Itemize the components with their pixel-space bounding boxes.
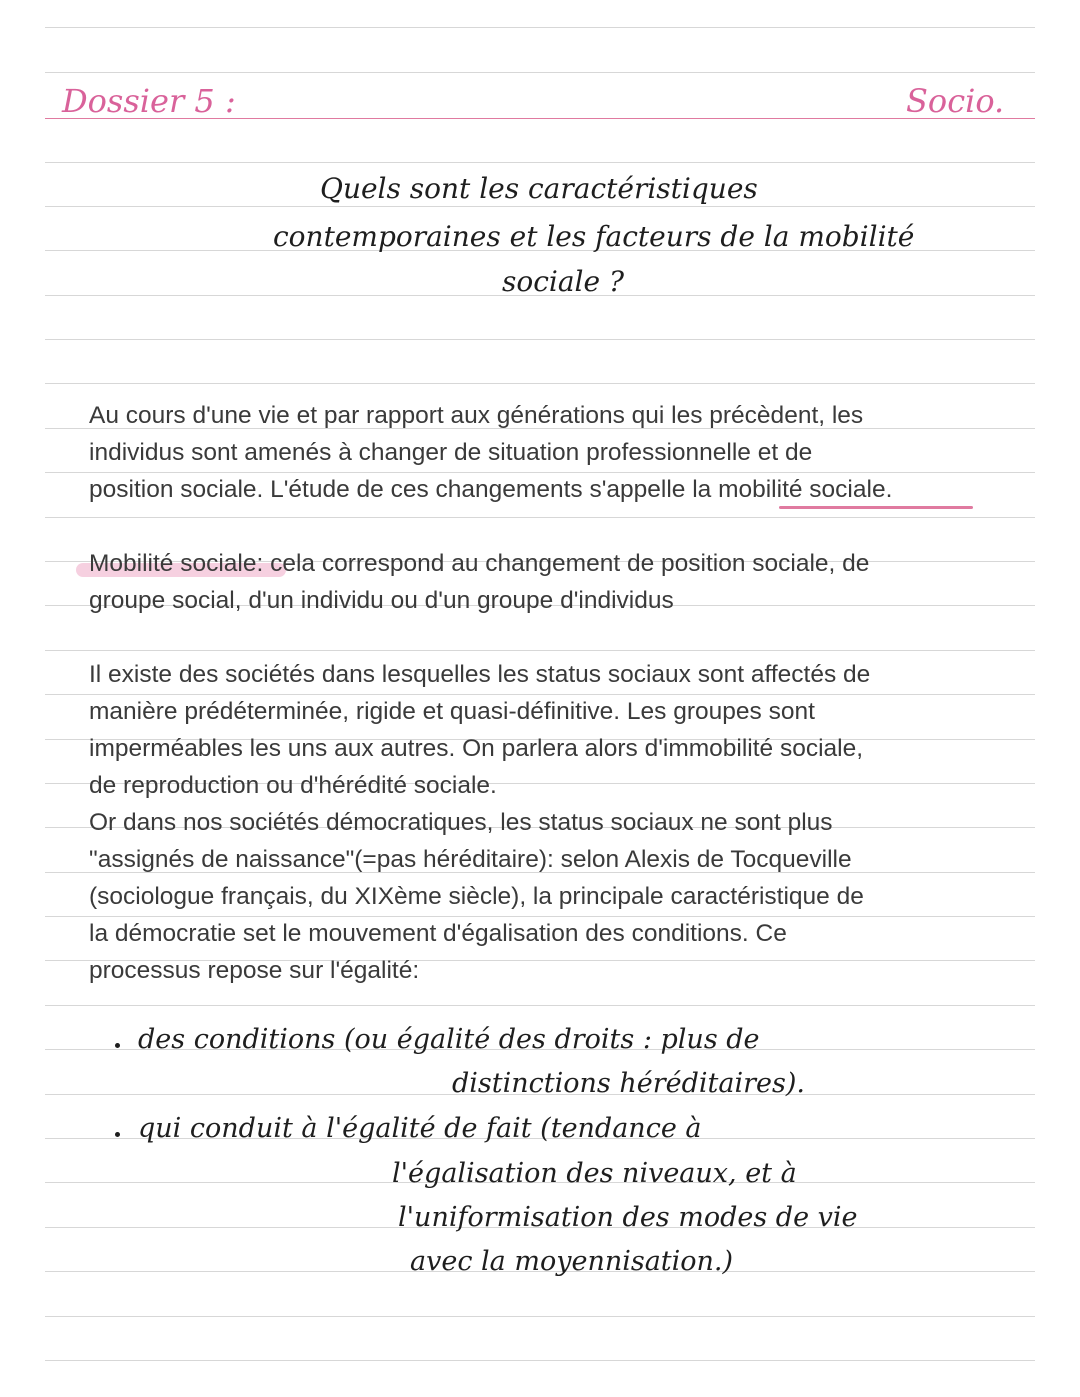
body-line-5: Or dans nos sociétés démocratiques, les status sociaux ne sont plus (89, 809, 833, 836)
question-line-1: Quels sont les caractéristiques (320, 172, 758, 205)
intro-line-2: individus sont amenés à changer de situation professionnelle et de (89, 439, 813, 466)
body-line-6: "assignés de naissance"(=pas héréditaire): selon Alexis de Tocqueville (89, 846, 852, 873)
rule-line (45, 694, 1035, 695)
rule-line (45, 339, 1035, 340)
intro-line-1: Au cours d'une vie et par rapport aux générations qui les précèdent, les (89, 402, 864, 429)
bullet-2-line-2: l'égalisation des niveaux, et à (392, 1158, 797, 1189)
bullet-2-line-4: avec la moyennisation.) (410, 1246, 734, 1277)
definition-line-2: groupe social, d'un individu ou d'un groupe d'individus (89, 587, 674, 614)
subject-label: Socio. (906, 82, 1005, 120)
bullet-1-line-2: distinctions héréditaires). (452, 1068, 805, 1099)
term-underline (779, 506, 973, 509)
rule-line (45, 916, 1035, 917)
intro-line-3 (89, 475, 892, 505)
dossier-title: Dossier 5 : (62, 82, 236, 120)
body-line-7: (sociologue français, du XIXème siècle), la principale caractéristique de (89, 883, 864, 910)
body-line-2: manière prédéterminée, rigide et quasi-définitive. Les groupes sont (89, 698, 815, 725)
bullet-1-line-1: des conditions (ou égalité des droits : plus de (138, 1024, 760, 1055)
rule-line (45, 650, 1035, 651)
mobilite-sociale-term: mobilité sociale (718, 476, 886, 503)
question-line-3: sociale ? (502, 265, 624, 298)
rule-line (45, 1316, 1035, 1317)
rule-line (45, 72, 1035, 73)
rule-line (45, 1360, 1035, 1361)
rule-line (45, 162, 1035, 163)
rule-line (45, 517, 1035, 518)
rule-line (45, 206, 1035, 207)
definition-term: Mobilité sociale (89, 550, 257, 577)
rule-line (45, 1005, 1035, 1006)
rule-line (45, 472, 1035, 473)
bullet-dot (115, 1132, 120, 1137)
bullet-2-line-3: l'uniformisation des modes de vie (398, 1202, 858, 1233)
body-line-9: processus repose sur l'égalité: (89, 957, 420, 984)
bullet-2-line-1: qui conduit à l'égalité de fait (tendance à (138, 1113, 702, 1144)
body-line-4: de reproduction ou d'hérédité sociale. (89, 772, 497, 799)
definition-text: : cela correspond au changement de position sociale, de (256, 550, 870, 577)
body-line-8: la démocratie set le mouvement d'égalisation des conditions. Ce (89, 920, 787, 947)
rule-line (45, 27, 1035, 28)
body-line-3: imperméables les uns aux autres. On parlera alors d'immobilité sociale, (89, 735, 864, 762)
intro-line-3-end: . (885, 476, 893, 503)
rule-line (45, 383, 1035, 384)
question-line-2: contemporaines et les facteurs de la mobilité (273, 220, 915, 253)
definition-line-1 (89, 549, 869, 579)
body-line-1: Il existe des sociétés dans lesquelles les status sociaux sont affectés de (89, 661, 871, 688)
intro-line-3-start: position sociale. L'étude de ces changements s'appelle la (89, 476, 719, 503)
bullet-dot (115, 1043, 120, 1048)
